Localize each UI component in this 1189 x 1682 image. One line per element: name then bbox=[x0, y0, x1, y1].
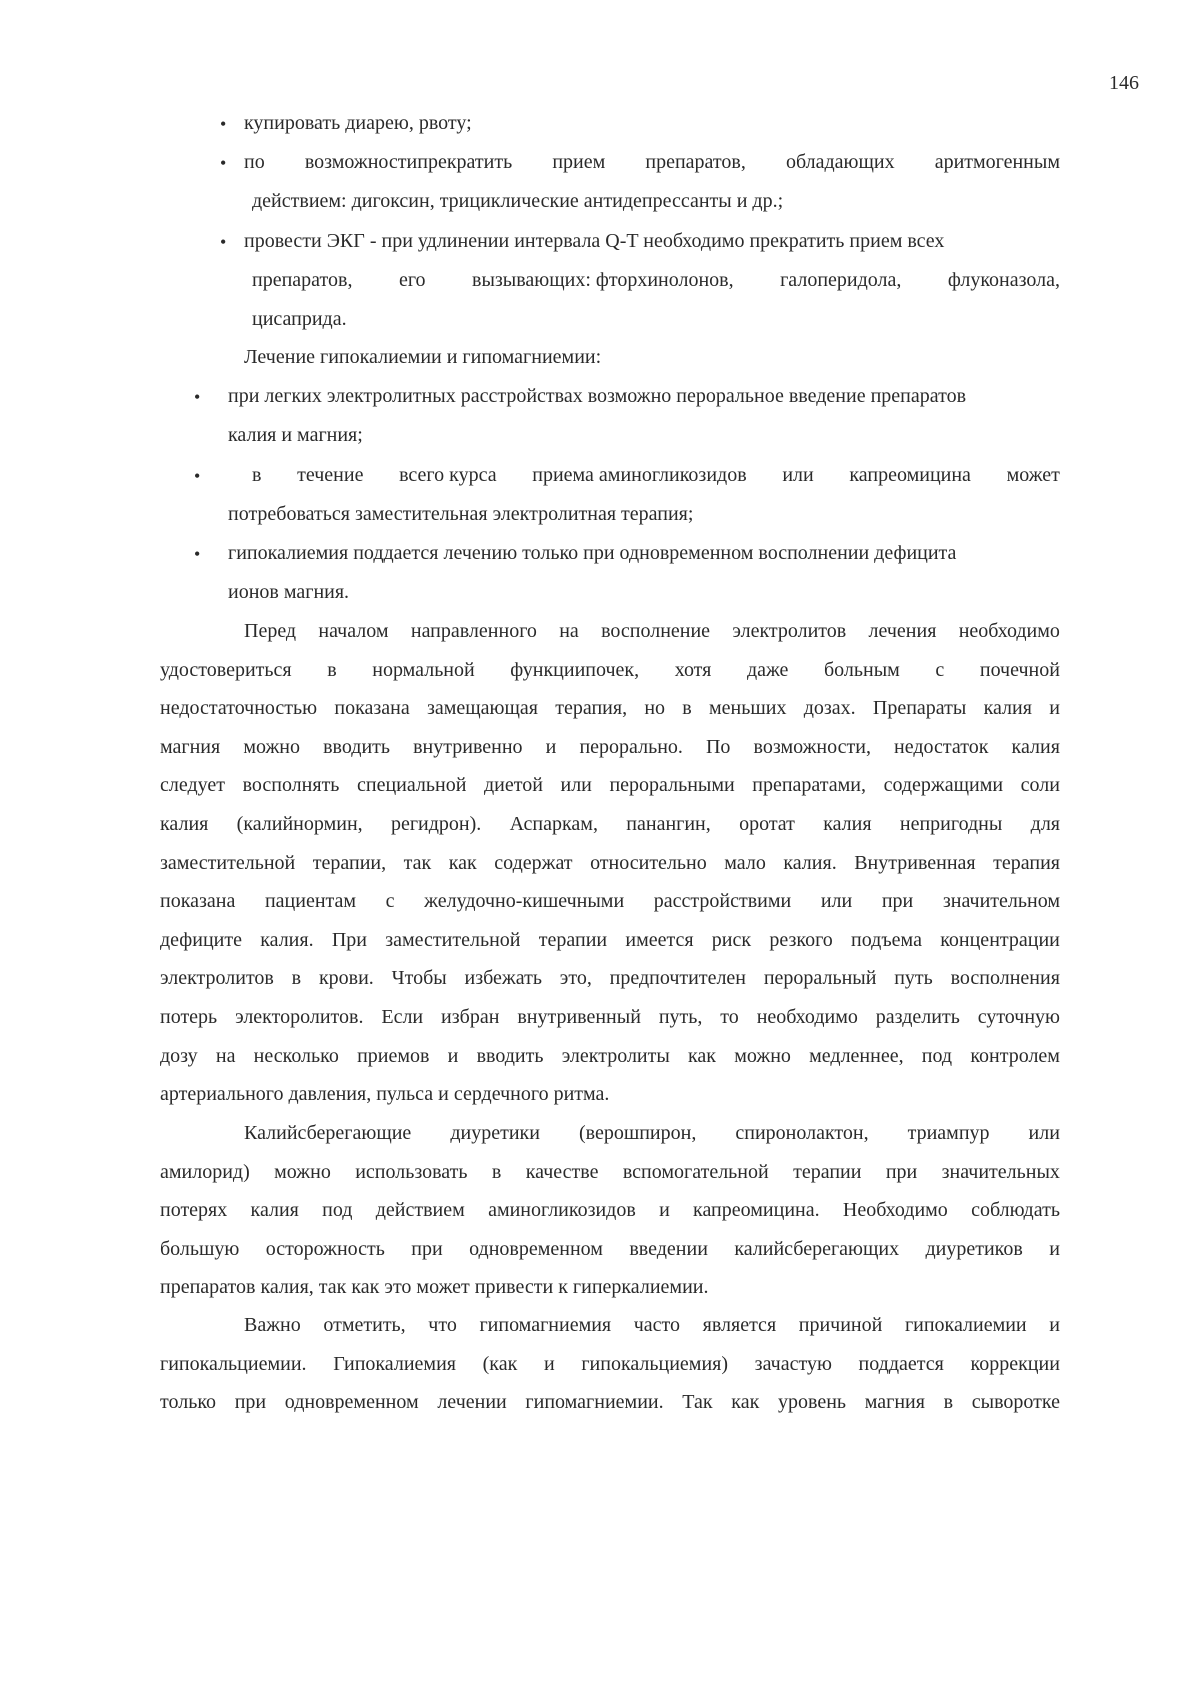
text-line bbox=[160, 1082, 609, 1106]
text-line bbox=[160, 1352, 1060, 1376]
word: следует bbox=[160, 774, 225, 796]
text-line bbox=[252, 189, 783, 213]
word: предпочтителен bbox=[609, 967, 747, 989]
word: и bbox=[1049, 1238, 1060, 1260]
word: в bbox=[682, 697, 692, 719]
word: терапии bbox=[793, 1161, 862, 1183]
word: содержат bbox=[494, 852, 573, 874]
word: показана bbox=[160, 890, 236, 912]
word: разделить bbox=[875, 1006, 960, 1028]
word: при bbox=[411, 1238, 443, 1260]
word: гипокалиемия поддается лечению только при одновременном восполнении дефицита bbox=[228, 542, 957, 564]
word: амилорид) bbox=[160, 1161, 250, 1183]
text-line bbox=[160, 773, 1060, 797]
word: в bbox=[327, 659, 337, 681]
word: с bbox=[935, 659, 945, 681]
word: или bbox=[820, 890, 853, 912]
word: Важно bbox=[244, 1314, 301, 1336]
word: гипомагниемии. bbox=[525, 1391, 664, 1413]
word: имеется bbox=[625, 929, 694, 951]
word: возможностипрекратить bbox=[304, 151, 513, 173]
word: возможности, bbox=[753, 736, 871, 758]
text-line bbox=[244, 111, 472, 135]
word: то bbox=[720, 1006, 739, 1028]
word: поддается bbox=[858, 1353, 944, 1375]
text-line bbox=[160, 658, 1060, 682]
word: это, bbox=[559, 967, 592, 989]
word: можно bbox=[734, 1045, 791, 1067]
text-line bbox=[160, 1237, 1060, 1261]
word: по bbox=[244, 151, 265, 173]
word: на bbox=[215, 1045, 236, 1067]
word: спиронолактон, bbox=[735, 1122, 869, 1144]
text-line bbox=[252, 307, 347, 331]
word: восполнение bbox=[601, 620, 711, 642]
text-line bbox=[228, 580, 349, 604]
word: регидрон). bbox=[390, 813, 482, 835]
word: соблюдать bbox=[971, 1199, 1060, 1221]
word: дозах. bbox=[803, 697, 856, 719]
word: сыворотке bbox=[971, 1391, 1060, 1413]
word: обладающих bbox=[785, 151, 895, 173]
text-line bbox=[160, 928, 1060, 952]
text-line bbox=[160, 966, 1060, 990]
word: магния bbox=[864, 1391, 925, 1413]
word: внутривенно bbox=[413, 736, 523, 758]
word: Внутривенная bbox=[854, 852, 976, 874]
word: осторожность bbox=[265, 1238, 385, 1260]
word: Гипокалиемия bbox=[333, 1353, 456, 1375]
word: показана bbox=[334, 697, 410, 719]
word: течение bbox=[297, 464, 364, 486]
word: направленного bbox=[410, 620, 537, 642]
word: часто bbox=[633, 1314, 681, 1336]
word: препаратов, bbox=[252, 269, 353, 291]
word: избран bbox=[441, 1006, 500, 1028]
word: калия bbox=[160, 813, 209, 835]
word: провести ЭКГ - bbox=[244, 230, 377, 252]
word: препаратами, bbox=[752, 774, 866, 796]
word: калия bbox=[1011, 736, 1060, 758]
word: действием bbox=[375, 1199, 465, 1221]
word: соли bbox=[1020, 774, 1060, 796]
word: При bbox=[331, 929, 367, 951]
word: только bbox=[160, 1391, 217, 1413]
word: качестве bbox=[525, 1161, 599, 1183]
text-line bbox=[160, 1044, 1060, 1068]
word: цисаприда. bbox=[252, 308, 347, 330]
word: использовать bbox=[355, 1161, 468, 1183]
word: аритмогенным bbox=[934, 151, 1060, 173]
word: Так bbox=[682, 1391, 713, 1413]
word: пациентам bbox=[264, 890, 357, 912]
word: галоперидола, bbox=[780, 269, 902, 291]
word: введении bbox=[629, 1238, 708, 1260]
word: гипокалиемии bbox=[904, 1314, 1027, 1336]
text-line bbox=[244, 229, 944, 253]
word: дозу bbox=[160, 1045, 198, 1067]
word: панангин, bbox=[626, 813, 711, 835]
bullet-marker: • bbox=[194, 544, 201, 564]
word: на bbox=[559, 620, 579, 642]
word: уровень bbox=[778, 1391, 847, 1413]
word: потребоваться заместительная электролитная терапия; bbox=[228, 503, 694, 525]
word: приема аминогликозидов bbox=[532, 464, 747, 486]
bullet-marker: • bbox=[220, 153, 227, 173]
text-line bbox=[228, 541, 956, 565]
word: даже bbox=[746, 659, 789, 681]
word: концентрации bbox=[940, 929, 1060, 951]
word: началом bbox=[318, 620, 389, 642]
word: приемов bbox=[357, 1045, 430, 1067]
word: под bbox=[322, 1199, 353, 1221]
word: терапия, bbox=[555, 697, 628, 719]
word: одновременном bbox=[284, 1391, 419, 1413]
word: при легких электролитных расстройствах возможно пероральное введение препаратов bbox=[228, 385, 967, 407]
word: как bbox=[731, 1391, 760, 1413]
word: вызывающих: фторхинолонов, bbox=[472, 269, 734, 291]
word: и bbox=[1049, 1314, 1060, 1336]
word: терапии, bbox=[312, 852, 387, 874]
bullet-marker: • bbox=[194, 387, 201, 407]
word: калия. bbox=[783, 852, 837, 874]
word: и bbox=[1049, 697, 1060, 719]
word: значительном bbox=[942, 890, 1060, 912]
text-line bbox=[160, 1275, 709, 1299]
word: калия bbox=[823, 813, 872, 835]
word: и bbox=[447, 1045, 459, 1067]
word: калийсберегающих bbox=[734, 1238, 900, 1260]
word: замещающая bbox=[426, 697, 538, 719]
text-line bbox=[160, 1198, 1060, 1222]
text-line bbox=[160, 1160, 1060, 1184]
word: является bbox=[702, 1314, 777, 1336]
word: внутривенный bbox=[517, 1006, 641, 1028]
word: диетой bbox=[484, 774, 543, 796]
word: аминогликозидов bbox=[488, 1199, 636, 1221]
word: пероральными bbox=[609, 774, 735, 796]
word: всего курса bbox=[399, 464, 497, 486]
bullet-marker: • bbox=[194, 466, 201, 486]
word: и bbox=[545, 736, 557, 758]
word: большую bbox=[160, 1238, 240, 1260]
word: избежать bbox=[464, 967, 542, 989]
word: вводить bbox=[323, 736, 391, 758]
word: заместительной bbox=[160, 852, 296, 874]
word: путь, bbox=[658, 1006, 703, 1028]
word: хотя bbox=[674, 659, 712, 681]
word: (как bbox=[482, 1353, 518, 1375]
word: препаратов, bbox=[645, 151, 746, 173]
word: под bbox=[921, 1045, 953, 1067]
word: лечении bbox=[437, 1391, 507, 1413]
text-line bbox=[160, 696, 1060, 720]
word: непригодны bbox=[899, 813, 1003, 835]
word: но bbox=[644, 697, 666, 719]
word: риск bbox=[711, 929, 752, 951]
word: может bbox=[1006, 464, 1060, 486]
text-line bbox=[252, 463, 1060, 487]
word: электоролитов. bbox=[235, 1006, 364, 1028]
word: лечения bbox=[868, 620, 937, 642]
word: (калийнормин, bbox=[236, 813, 363, 835]
word: несколько bbox=[253, 1045, 339, 1067]
word: зачастую bbox=[754, 1353, 832, 1375]
word: артериального давления, пульса и сердечного ритма. bbox=[160, 1083, 610, 1105]
page-number: 146 bbox=[1109, 72, 1139, 94]
text-line bbox=[244, 1121, 1060, 1145]
word: с bbox=[385, 890, 395, 912]
word: в bbox=[943, 1391, 954, 1413]
word: контролем bbox=[970, 1045, 1060, 1067]
text-line bbox=[228, 384, 966, 408]
word: в bbox=[291, 967, 302, 989]
word: Аспаркам, bbox=[509, 813, 598, 835]
bullet-marker: • bbox=[220, 232, 227, 252]
word: электролитов bbox=[160, 967, 274, 989]
word: одновременном bbox=[469, 1238, 603, 1260]
word: можно bbox=[243, 736, 300, 758]
word: капреомицина. bbox=[693, 1199, 820, 1221]
word: и bbox=[659, 1199, 670, 1221]
word: мало bbox=[724, 852, 766, 874]
word: что bbox=[428, 1314, 457, 1336]
word: Чтобы bbox=[391, 967, 447, 989]
word: перорально. bbox=[579, 736, 683, 758]
word: ионов магния. bbox=[228, 581, 350, 603]
word: (верошпирон, bbox=[578, 1122, 697, 1144]
word: почечной bbox=[979, 659, 1060, 681]
word: для bbox=[1030, 813, 1060, 835]
word: функциипочек, bbox=[510, 659, 640, 681]
word: Калийсберегающие bbox=[244, 1122, 412, 1144]
word: действием: дигоксин, трициклические антидепрессанты и др.; bbox=[252, 190, 784, 212]
word: расстройствими bbox=[653, 890, 792, 912]
word: прием bbox=[552, 151, 606, 173]
word: или bbox=[1028, 1122, 1060, 1144]
word: диуретики bbox=[450, 1122, 540, 1144]
word: в bbox=[491, 1161, 502, 1183]
word: калия и магния; bbox=[228, 424, 363, 446]
word: коррекции bbox=[970, 1353, 1060, 1375]
word: и bbox=[543, 1353, 555, 1375]
word: причиной bbox=[798, 1314, 883, 1336]
word: или bbox=[782, 464, 814, 486]
word: удостовериться bbox=[160, 659, 292, 681]
text-line bbox=[228, 502, 693, 526]
word: нормальной bbox=[372, 659, 475, 681]
word: препаратов калия, так как это может привести к гиперкалиемии. bbox=[160, 1276, 709, 1298]
word: больным bbox=[824, 659, 900, 681]
word: Препараты bbox=[872, 697, 967, 719]
word: электролиты bbox=[561, 1045, 670, 1067]
word: относительно bbox=[590, 852, 707, 874]
word: путь bbox=[894, 967, 933, 989]
word: электролитов bbox=[732, 620, 847, 642]
text-line bbox=[160, 1390, 1060, 1414]
word: вводить bbox=[476, 1045, 544, 1067]
word: По bbox=[705, 736, 731, 758]
word: восполнять bbox=[242, 774, 340, 796]
text-line bbox=[160, 1005, 1060, 1029]
word: можно bbox=[274, 1161, 331, 1183]
word: флуконазола, bbox=[947, 269, 1060, 291]
word: специальной bbox=[357, 774, 467, 796]
word: или bbox=[560, 774, 592, 796]
word: Необходимо bbox=[842, 1199, 948, 1221]
word: необходимо bbox=[756, 1006, 858, 1028]
word: калия. bbox=[260, 929, 314, 951]
text-line bbox=[244, 150, 1060, 174]
word: подъема bbox=[851, 929, 922, 951]
text-line bbox=[160, 735, 1060, 759]
bullet-marker: • bbox=[220, 114, 227, 134]
word: дефиците bbox=[160, 929, 242, 951]
word: пероральный bbox=[763, 967, 877, 989]
word: значительных bbox=[941, 1161, 1060, 1183]
word: оротат bbox=[739, 813, 795, 835]
word: содержащими bbox=[883, 774, 1004, 796]
text-line bbox=[244, 619, 1060, 643]
section-heading: Лечение гипокалиемии и гипомагниемии: bbox=[244, 346, 602, 368]
word: так bbox=[403, 852, 432, 874]
word: медленнее, bbox=[809, 1045, 904, 1067]
word: триампур bbox=[907, 1122, 990, 1144]
word: недостаток bbox=[894, 736, 989, 758]
word: крови. bbox=[318, 967, 374, 989]
word: гипокальциемия) bbox=[581, 1353, 729, 1375]
text-line bbox=[160, 889, 1060, 913]
word: суточную bbox=[977, 1006, 1060, 1028]
word: Если bbox=[381, 1006, 424, 1028]
word: терапии bbox=[538, 929, 608, 951]
text-line bbox=[252, 268, 1060, 292]
word: диуретиков bbox=[925, 1238, 1023, 1260]
text-line bbox=[244, 1313, 1060, 1337]
word: потерях bbox=[160, 1199, 228, 1221]
word: при bbox=[881, 890, 914, 912]
word: при bbox=[234, 1391, 267, 1413]
word: как bbox=[688, 1045, 717, 1067]
word: при bbox=[885, 1161, 918, 1183]
word: восполнения bbox=[950, 967, 1060, 989]
word: гипомагниемия bbox=[479, 1314, 612, 1336]
word: купировать диарею, рвоту; bbox=[244, 112, 472, 134]
word: необходимо bbox=[958, 620, 1060, 642]
word: магния bbox=[160, 736, 221, 758]
word: его bbox=[398, 269, 426, 291]
word: меньших bbox=[708, 697, 787, 719]
word: недостаточностью bbox=[160, 697, 318, 719]
word: в bbox=[252, 464, 262, 486]
word: капреомицина bbox=[849, 464, 971, 486]
word: Перед bbox=[244, 620, 297, 642]
text-line bbox=[228, 423, 363, 447]
word: желудочно-кишечными bbox=[424, 890, 625, 912]
word: отметить, bbox=[323, 1314, 406, 1336]
word: потерь bbox=[160, 1006, 218, 1028]
word: терапия bbox=[993, 852, 1060, 874]
word: заместительной bbox=[385, 929, 521, 951]
word: резкого bbox=[769, 929, 833, 951]
word: калия bbox=[983, 697, 1032, 719]
word: вспомогательной bbox=[622, 1161, 769, 1183]
word: калия bbox=[250, 1199, 299, 1221]
word: гипокальциемии. bbox=[160, 1353, 307, 1375]
word: как bbox=[448, 852, 477, 874]
text-line bbox=[160, 851, 1060, 875]
word: при удлинении интервала Q-T необходимо прекратить прием всех bbox=[381, 230, 945, 252]
text-line bbox=[160, 812, 1060, 836]
